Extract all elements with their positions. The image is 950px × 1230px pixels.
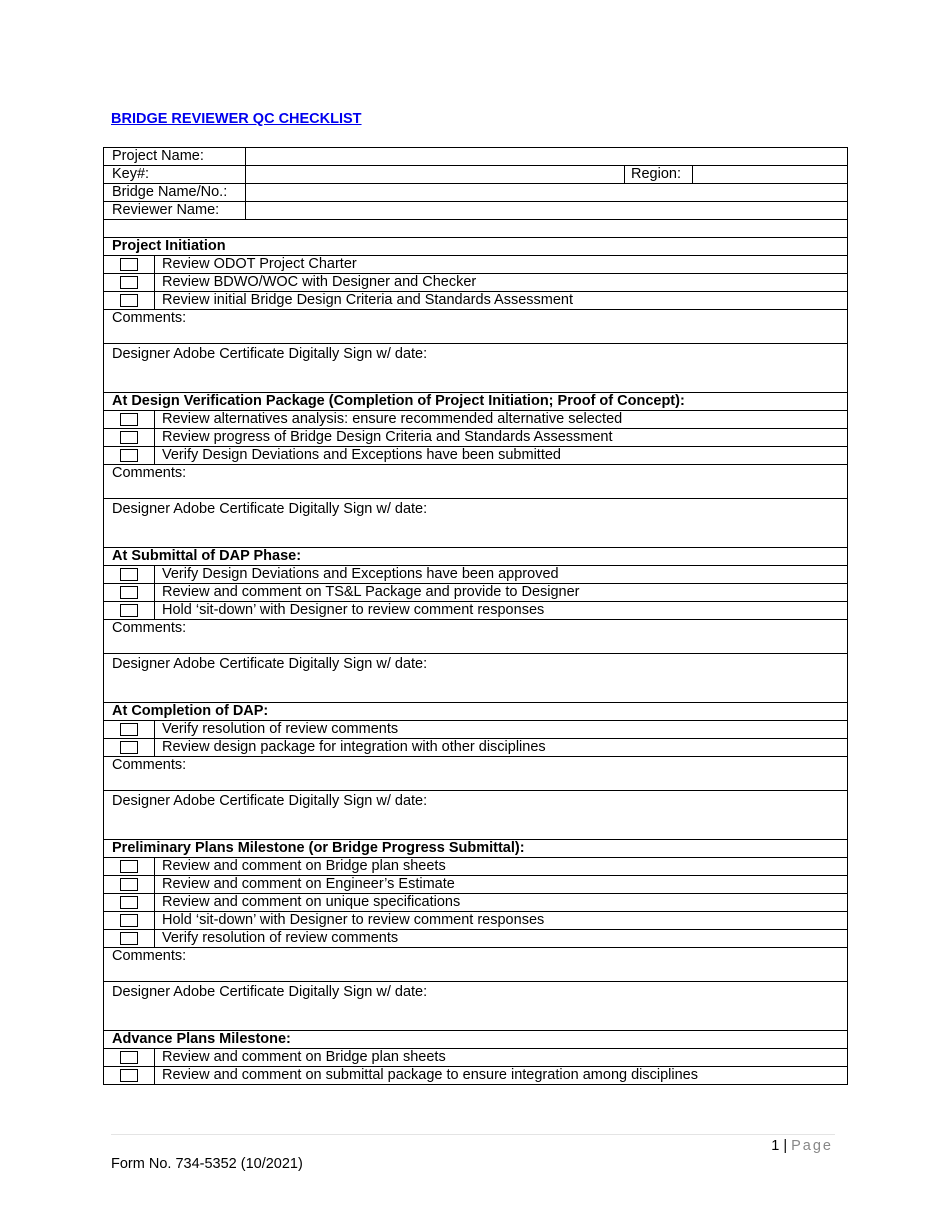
checkbox[interactable] [120, 276, 138, 289]
checkbox-cell [104, 739, 155, 756]
checkbox[interactable] [120, 723, 138, 736]
checklist-item-label: Review ODOT Project Charter [162, 256, 357, 272]
checklist-item-label: Review and comment on submittal package to ensure integration among disciplines [162, 1067, 698, 1083]
form-title: BRIDGE REVIEWER QC CHECKLIST [111, 111, 362, 127]
checkbox-cell [104, 721, 155, 738]
checklist-item-label: Review and comment on Engineer’s Estimate [162, 876, 455, 892]
project-name-row [103, 147, 848, 165]
section-heading: Project Initiation [103, 237, 848, 255]
checklist-item [103, 583, 848, 601]
region-field[interactable] [693, 166, 847, 183]
checkbox[interactable] [120, 431, 138, 444]
checkbox-cell [104, 274, 155, 291]
checklist-item-label: Review design package for integration with other disciplines [162, 739, 546, 755]
signature-field[interactable]: Designer Adobe Certificate Digitally Sign w/ date: [103, 343, 848, 392]
checklist-item [103, 410, 848, 428]
checklist-item-label: Review alternatives analysis: ensure recommended alternative selected [162, 411, 623, 427]
page-number-value: 1 [771, 1138, 780, 1154]
checkbox-cell [104, 411, 155, 428]
checkbox-cell [104, 584, 155, 601]
key-region-row [103, 165, 848, 183]
checklist-item [103, 893, 848, 911]
reviewer-name-label: Reviewer Name: [104, 202, 246, 219]
checkbox-cell [104, 429, 155, 446]
checkbox[interactable] [120, 914, 138, 927]
section-heading: Preliminary Plans Milestone (or Bridge Progress Submittal): [103, 839, 848, 857]
checkbox-cell [104, 602, 155, 619]
checklist-item [103, 929, 848, 947]
checklist-item [103, 1066, 848, 1085]
signature-field[interactable]: Designer Adobe Certificate Digitally Sign w/ date: [103, 981, 848, 1030]
checkbox-cell [104, 876, 155, 893]
signature-field[interactable]: Designer Adobe Certificate Digitally Sign w/ date: [103, 498, 848, 547]
key-label: Key#: [104, 166, 246, 183]
checkbox[interactable] [120, 413, 138, 426]
comments-field[interactable]: Comments: [103, 756, 848, 790]
checklist-item [103, 255, 848, 273]
comments-field[interactable]: Comments: [103, 464, 848, 498]
checklist-item [103, 720, 848, 738]
checklist-item-label: Review BDWO/WOC with Designer and Checker [162, 274, 477, 290]
comments-field[interactable]: Comments: [103, 619, 848, 653]
checkbox-cell [104, 292, 155, 309]
checkbox[interactable] [120, 1051, 138, 1064]
bridge-name-row [103, 183, 848, 201]
checklist-item [103, 446, 848, 464]
checklist-item-label: Review and comment on TS&L Package and provide to Designer [162, 584, 580, 600]
signature-field[interactable]: Designer Adobe Certificate Digitally Sign w/ date: [103, 653, 848, 702]
checkbox[interactable] [120, 258, 138, 271]
checklist-item [103, 291, 848, 309]
page-separator: | [783, 1138, 788, 1154]
section-heading: At Design Verification Package (Completion of Project Initiation; Proof of Concept): [103, 392, 848, 410]
comments-field[interactable]: Comments: [103, 309, 848, 343]
checklist-item-label: Hold ‘sit-down’ with Designer to review comment responses [162, 912, 545, 928]
checklist-item [103, 565, 848, 583]
reviewer-name-field[interactable] [246, 202, 847, 219]
checkbox-cell [104, 256, 155, 273]
checklist-item-label: Verify resolution of review comments [162, 721, 399, 737]
checklist-item [103, 273, 848, 291]
section-heading: At Completion of DAP: [103, 702, 848, 720]
checklist-item [103, 428, 848, 446]
checklist-item-label: Review and comment on Bridge plan sheets [162, 858, 446, 874]
checklist-item-label: Review progress of Bridge Design Criteria and Standards Assessment [162, 429, 613, 445]
checkbox[interactable] [120, 568, 138, 581]
section-heading: At Submittal of DAP Phase: [103, 547, 848, 565]
form-number: Form No. 734-5352 (10/2021) [111, 1156, 303, 1172]
key-field[interactable] [246, 166, 625, 183]
checkbox-cell [104, 858, 155, 875]
checkbox[interactable] [120, 449, 138, 462]
section-heading: Advance Plans Milestone: [103, 1030, 848, 1048]
checkbox[interactable] [120, 1069, 138, 1082]
checklist-sections [103, 237, 848, 1085]
checkbox[interactable] [120, 932, 138, 945]
checklist-item-label: Verify resolution of review comments [162, 930, 399, 946]
checklist-item-label: Review and comment on unique specifications [162, 894, 461, 910]
checkbox-cell [104, 894, 155, 911]
reviewer-name-row [103, 201, 848, 219]
checkbox-cell [104, 1049, 155, 1066]
region-label: Region: [625, 166, 693, 183]
checklist-item-label: Hold ‘sit-down’ with Designer to review comment responses [162, 602, 545, 618]
checklist-item [103, 601, 848, 619]
signature-field[interactable]: Designer Adobe Certificate Digitally Sign w/ date: [103, 790, 848, 839]
checklist-form [103, 147, 848, 1085]
checkbox[interactable] [120, 294, 138, 307]
checkbox-cell [104, 447, 155, 464]
project-name-label: Project Name: [104, 148, 246, 165]
checkbox[interactable] [120, 586, 138, 599]
checkbox-cell [104, 1067, 155, 1084]
checkbox[interactable] [120, 741, 138, 754]
page-number [771, 1138, 833, 1154]
checklist-item [103, 857, 848, 875]
page-label: Page [791, 1138, 833, 1154]
footer-divider [111, 1134, 835, 1135]
checklist-item [103, 738, 848, 756]
spacer-row [103, 219, 848, 237]
checklist-item [103, 911, 848, 929]
bridge-name-label: Bridge Name/No.: [104, 184, 246, 201]
checkbox-cell [104, 930, 155, 947]
checkbox[interactable] [120, 604, 138, 617]
checklist-item [103, 1048, 848, 1066]
comments-field[interactable]: Comments: [103, 947, 848, 981]
project-name-field[interactable] [246, 148, 847, 165]
checkbox-cell [104, 912, 155, 929]
checkbox[interactable] [120, 860, 138, 873]
checkbox[interactable] [120, 878, 138, 891]
checklist-item-label: Verify Design Deviations and Exceptions have been submitted [162, 447, 561, 463]
checklist-item [103, 875, 848, 893]
bridge-name-field[interactable] [246, 184, 847, 201]
checkbox[interactable] [120, 896, 138, 909]
checkbox-cell [104, 566, 155, 583]
checklist-item-label: Review and comment on Bridge plan sheets [162, 1049, 446, 1065]
checklist-item-label: Verify Design Deviations and Exceptions have been approved [162, 566, 559, 582]
checklist-item-label: Review initial Bridge Design Criteria and Standards Assessment [162, 292, 574, 308]
